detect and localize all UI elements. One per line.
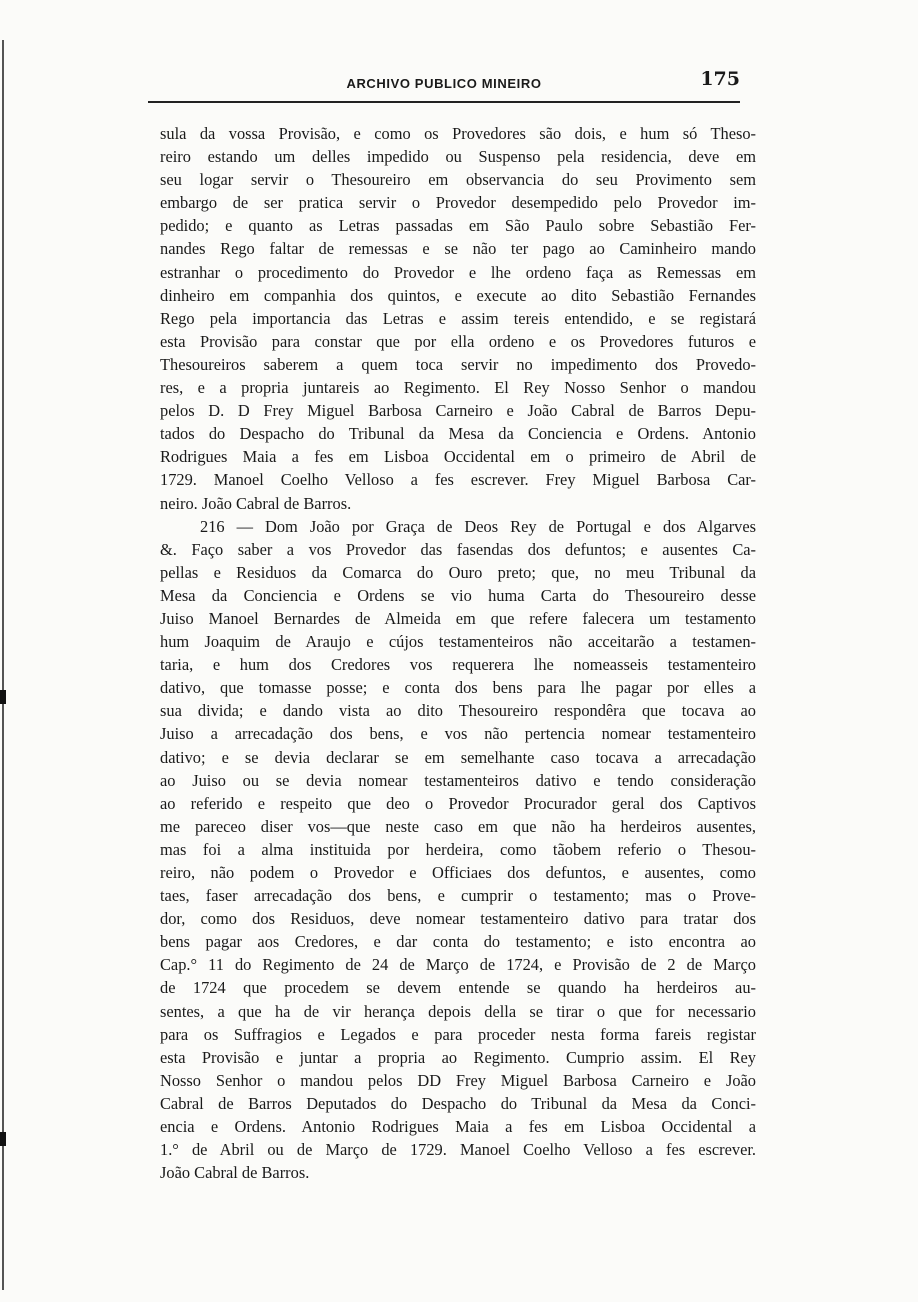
text-line: dinheiro em companhia dos quintos, e execute ao dito Sebastião Fernandes: [160, 285, 756, 305]
text-line: sula da vossa Provisão, e como os Provedores são dois, e hum só Theso-: [160, 124, 756, 143]
text-line: me pareceo diser vos—que neste caso em que não ha herdeiros ausentes,: [160, 816, 756, 836]
paragraph: [160, 122, 756, 515]
text-line: pellas e Residuos da Comarca do Ouro preto; que, no meu Tribunal da: [160, 562, 756, 582]
paragraph: [160, 515, 756, 1185]
page-header: [148, 66, 740, 100]
text-line: pelos D. D Frey Miguel Barbosa Carneiro e João Cabral de Barros Depu-: [160, 401, 756, 421]
binding-edge-mark: [0, 1132, 6, 1146]
text-line: João Cabral de Barros.: [160, 1163, 310, 1183]
page-number: 175: [700, 68, 740, 90]
text-line: para os Suffragios e Legados e para proceder nesta forma fareis registar: [160, 1024, 756, 1044]
text-line: reiro, não podem o Provedor e Officiaes dos defuntos, e ausentes, como: [160, 863, 756, 882]
document-body: [160, 122, 756, 1184]
text-line: Rodrigues Maia a fes em Lisboa Occidental em o primeiro de Abril de: [160, 447, 756, 467]
text-line: &. Faço saber a vos Provedor das fasendas dos defuntos; e ausentes Ca-: [160, 539, 756, 559]
text-line: sentes, a que ha de vir herança depois della se tirar o que for necessario: [160, 1001, 756, 1021]
text-line: Juiso a arrecadação dos bens, e vos não pertencia nomear testamenteiro: [160, 724, 756, 744]
text-line: Juiso Manoel Bernardes de Almeida em que refere falecera um testamento: [160, 608, 756, 628]
text-line: bens pagar aos Credores, e dar conta do testamento; e isto encontra ao: [160, 932, 756, 952]
text-line: mas foi a alma instituida por herdeira, como tãobem referio o Thesou-: [160, 839, 756, 859]
text-line: estranhar o procedimento do Provedor e lhe ordeno faça as Remessas em: [160, 262, 756, 282]
text-line: 216 — Dom João por Graça de Deos Rey de Portugal e dos Algarves: [200, 516, 756, 536]
text-line: sua divida; e dando vista ao dito Thesoureiro respondêra que tocava ao: [160, 701, 756, 721]
text-line: neiro. João Cabral de Barros.: [160, 493, 352, 513]
text-line: Cabral de Barros Deputados do Despacho do Tribunal da Mesa da Conci-: [160, 1093, 756, 1113]
text-line: encia e Ordens. Antonio Rodrigues Maia a fes em Lisboa Occidental a: [160, 1117, 756, 1137]
text-line: 1.° de Abril ou de Março de 1729. Manoel Coelho Velloso a fes escrever.: [160, 1140, 756, 1160]
text-line: tados do Despacho do Tribunal da Mesa da Conciencia e Ordens. Antonio: [160, 424, 756, 444]
text-line: dor, como dos Residuos, deve nomear testamenteiro dativo para tratar dos: [160, 909, 756, 929]
text-line: esta Provisão e juntar a propria ao Regimento. Cumprio assim. El Rey: [160, 1047, 756, 1067]
text-line: pedido; e quanto as Letras passadas em São Paulo sobre Sebastião Fer-: [160, 216, 756, 236]
text-line: Cap.° 11 do Regimento de 24 de Março de 1724, e Provisão de 2 de Março: [160, 955, 756, 975]
text-line: embargo de ser pratica servir o Provedor desempedido pelo Provedor im-: [160, 193, 756, 213]
text-line: Mesa da Conciencia e Ordens se vio huma Carta do Thesoureiro desse: [160, 585, 756, 605]
text-line: ao Juiso ou se devia nomear testamenteiros dativo e tendo consideração: [160, 770, 756, 790]
text-line: reiro estando um delles impedido ou Suspenso pela residencia, deve em: [160, 147, 756, 167]
text-line: dativo; e se devia declarar se em semelhante caso tocava a arrecadação: [160, 747, 756, 767]
text-line: seu logar servir o Thesoureiro em observancia do seu Provimento sem: [160, 170, 756, 190]
text-line: Nosso Senhor o mandou pelos DD Frey Miguel Barbosa Carneiro e João: [160, 1070, 756, 1090]
text-line: taes, faser arrecadação dos bens, e cumprir o testamento; mas o Prove-: [160, 886, 756, 906]
text-line: taria, e hum dos Credores vos requerera lhe nomeasseis testamenteiro: [160, 655, 756, 675]
text-line: Thesoureiros saberem a quem toca servir no impedimento dos Provedo-: [160, 354, 756, 374]
text-line: de 1724 que procedem se devem entende se quando ha herdeiros au-: [160, 978, 756, 998]
text-line: esta Provisão para constar que por ella ordeno e os Provedores futuros e: [160, 331, 756, 351]
binding-edge-mark: [0, 690, 6, 704]
binding-edge-line: [2, 40, 4, 1290]
text-line: nandes Rego faltar de remessas e se não ter pago ao Caminheiro mando: [160, 239, 756, 259]
text-line: 1729. Manoel Coelho Velloso a fes escrever. Frey Miguel Barbosa Car-: [160, 470, 756, 490]
text-line: hum Joaquim de Araujo e cújos testamenteiros não acceitarão a testamen-: [160, 632, 756, 652]
text-line: ao referido e respeito que deo o Provedor Procurador geral dos Captivos: [160, 793, 756, 813]
text-line: Rego pela importancia das Letras e assim tereis entendido, e se registará: [160, 308, 756, 328]
header-rule: [148, 101, 740, 103]
text-line: res, e a propria juntareis ao Regimento. El Rey Nosso Senhor o mandou: [160, 378, 756, 398]
text-line: dativo, que tomasse posse; e conta dos bens para lhe pagar por elles a: [160, 678, 756, 698]
running-head: ARCHIVO PUBLICO MINEIRO: [346, 76, 542, 91]
